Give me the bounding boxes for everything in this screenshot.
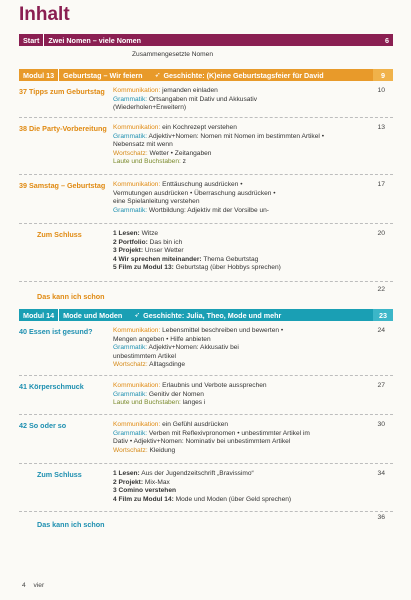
detail-text: Adjektiv+Nomen: Akkusativ bei bbox=[147, 344, 239, 352]
divider bbox=[19, 223, 393, 224]
kann-title: Das kann ich schon bbox=[37, 292, 105, 301]
schluss-item: 1 Lesen: Aus der Jugendzeitschrift „Bravissimo“ bbox=[113, 470, 254, 477]
detail-text: Erlaubnis und Verbote aussprechen bbox=[160, 382, 267, 389]
divider bbox=[19, 281, 393, 282]
detail-category: Kommunikation: bbox=[113, 327, 161, 334]
lesson-details bbox=[113, 124, 365, 167]
modul13-bar bbox=[19, 69, 393, 81]
start-bar bbox=[19, 34, 393, 46]
detail-text: Lebensmittel beschreiben und bewerten • bbox=[160, 327, 284, 334]
schluss-page: 34 bbox=[377, 470, 385, 477]
footer-word: vier bbox=[33, 582, 45, 589]
lesson-page: 30 bbox=[377, 421, 385, 428]
schluss-item: 4 Wir sprechen miteinander: Thema Geburtstag bbox=[113, 255, 259, 263]
detail-category: Grammatik: bbox=[113, 95, 148, 103]
modul13-label: Modul 13 bbox=[23, 70, 55, 80]
detail-line bbox=[113, 158, 365, 167]
lesson-details bbox=[113, 382, 365, 408]
lesson-title: 40 Essen ist gesund? bbox=[19, 327, 93, 336]
detail-line bbox=[113, 353, 365, 362]
divider bbox=[19, 174, 393, 175]
detail-category: Grammatik: bbox=[113, 390, 148, 398]
detail-line bbox=[113, 133, 365, 142]
detail-text: Ortsangaben mit Dativ und Akkusativ bbox=[147, 95, 258, 103]
detail-line bbox=[113, 87, 365, 96]
lesson-page: 24 bbox=[377, 327, 385, 334]
detail-category: Kommunikation: bbox=[113, 124, 161, 131]
detail-line bbox=[113, 399, 365, 408]
lesson-title: 37 Tipps zum Geburtstag bbox=[19, 87, 105, 96]
detail-text: jemanden einladen bbox=[160, 87, 218, 94]
schluss-page: 20 bbox=[377, 230, 385, 237]
lesson-page: 13 bbox=[377, 124, 385, 131]
start-subtitle: Zusammengesetzte Nomen bbox=[132, 51, 213, 58]
detail-text: (Wiederholen+Erweitern) bbox=[113, 104, 187, 112]
detail-line bbox=[113, 382, 365, 391]
detail-line bbox=[113, 96, 365, 105]
modul13-page: 9 bbox=[373, 69, 393, 81]
modul13-section bbox=[19, 83, 393, 313]
detail-line bbox=[113, 104, 365, 113]
detail-text: ein Kochrezept verstehen bbox=[160, 124, 237, 131]
detail-line bbox=[113, 391, 365, 400]
detail-text: Kleidung bbox=[147, 446, 176, 454]
detail-text: Nebensatz mit wenn bbox=[113, 141, 173, 149]
detail-text: Verben mit Reflexivpronomen • unbestimmter Artikel im bbox=[147, 429, 310, 437]
detail-category: Grammatik: bbox=[113, 132, 148, 140]
detail-category: Kommunikation: bbox=[113, 421, 161, 428]
detail-line bbox=[113, 438, 365, 447]
detail-text: z bbox=[180, 158, 186, 166]
lesson-page: 10 bbox=[377, 87, 385, 94]
detail-text: eine Spielanleitung verstehen bbox=[113, 198, 200, 206]
start-page: 6 bbox=[385, 35, 389, 45]
modul14-story: Geschichte: Julia, Theo, Mode und mehr bbox=[143, 310, 282, 320]
kann-page: 36 bbox=[377, 514, 385, 521]
detail-line bbox=[113, 150, 365, 159]
detail-text: langes i bbox=[180, 399, 206, 407]
detail-text: Adjektiv+Nomen: Nomen mit Nomen im bestimmten Artikel • bbox=[147, 132, 324, 140]
detail-text: unbestimmtem Artikel bbox=[113, 352, 177, 360]
detail-category: Wortschatz: bbox=[113, 361, 148, 369]
schluss-item: 2 Portfolio: Das bin ich bbox=[113, 238, 183, 246]
detail-line bbox=[113, 344, 365, 353]
detail-line bbox=[113, 181, 365, 190]
lesson-title: 42 So oder so bbox=[19, 421, 67, 430]
divider bbox=[19, 511, 393, 512]
detail-text: Alltagsdinge bbox=[147, 361, 186, 369]
divider bbox=[19, 414, 393, 415]
kann-title: Das kann ich schon bbox=[37, 520, 105, 529]
lesson-title: 41 Körperschmuck bbox=[19, 382, 84, 391]
detail-category: Laute und Buchstaben: bbox=[113, 158, 181, 166]
detail-line bbox=[113, 207, 365, 216]
footer-number: 4 bbox=[22, 582, 26, 589]
detail-line bbox=[113, 198, 365, 207]
lesson-details bbox=[113, 87, 365, 113]
schluss-item: 3 Comino verstehen bbox=[113, 487, 177, 495]
detail-line bbox=[113, 430, 365, 439]
schluss-item: 4 Film zu Modul 14: Mode und Moden (über Geld sprechen) bbox=[113, 495, 292, 503]
detail-text: Vermutungen ausdrücken • Überraschung ausdrücken • bbox=[113, 189, 276, 197]
modul14-page: 23 bbox=[373, 309, 393, 321]
kann-page: 22 bbox=[377, 286, 385, 293]
detail-category: Kommunikation: bbox=[113, 181, 161, 188]
detail-line bbox=[113, 327, 365, 336]
divider bbox=[19, 463, 393, 464]
start-title: Zwei Nomen – viele Nomen bbox=[48, 35, 142, 45]
detail-line bbox=[113, 361, 365, 370]
lesson-details bbox=[113, 181, 365, 215]
detail-category: Laute und Buchstaben: bbox=[113, 399, 181, 407]
modul13-story: Geschichte: (K)eine Geburtstagsfeier für David bbox=[163, 70, 324, 80]
detail-line bbox=[113, 336, 365, 345]
schluss-title: Zum Schluss bbox=[37, 230, 82, 239]
detail-category: Grammatik: bbox=[113, 206, 148, 214]
detail-category: Wortschatz: bbox=[113, 446, 148, 454]
lesson-title: 39 Samstag – Geburtstag bbox=[19, 181, 106, 190]
detail-text: Enttäuschung ausdrücken • bbox=[160, 181, 243, 188]
detail-text: Wortbildung: Adjektiv mit der Vorsilbe un- bbox=[147, 206, 269, 214]
divider bbox=[19, 375, 393, 376]
schluss-item: 1 Lesen: Witze bbox=[113, 230, 159, 237]
lesson-page: 27 bbox=[377, 382, 385, 389]
detail-text: Mengen angeben • Hilfe anbieten bbox=[113, 335, 211, 343]
schluss-title: Zum Schluss bbox=[37, 470, 82, 479]
detail-text: Genitiv der Nomen bbox=[147, 390, 204, 398]
detail-category: Grammatik: bbox=[113, 344, 148, 352]
detail-category: Kommunikation: bbox=[113, 382, 161, 389]
schluss-items bbox=[113, 470, 365, 504]
schluss-item: 3 Projekt: Unser Wetter bbox=[113, 247, 184, 255]
page-footer bbox=[22, 582, 50, 589]
modul14-bar bbox=[19, 309, 393, 321]
detail-category: Grammatik: bbox=[113, 429, 148, 437]
detail-text: ein Gefühl ausdrücken bbox=[160, 421, 229, 428]
modul14-section bbox=[19, 323, 393, 553]
schluss-item: 5 Film zu Modul 13: Geburtstag (über Hobbys sprechen) bbox=[113, 264, 281, 272]
detail-line bbox=[113, 447, 365, 456]
lesson-page: 17 bbox=[377, 181, 385, 188]
schluss-item: 2 Projekt: Mix-Max bbox=[113, 478, 170, 486]
divider bbox=[19, 117, 393, 118]
detail-text: Dativ • Adjektiv+Nomen: Nominativ bei unbestimmtem Artikel bbox=[113, 438, 291, 446]
page-title: Inhalt bbox=[19, 4, 70, 25]
lesson-title: 38 Die Party-Vorbereitung bbox=[19, 124, 107, 133]
lesson-details bbox=[113, 327, 365, 370]
modul13-title: Geburtstag – Wir feiern bbox=[63, 70, 143, 80]
bird-icon: ➶ bbox=[154, 72, 161, 79]
modul14-label: Modul 14 bbox=[23, 310, 55, 320]
schluss-items bbox=[113, 230, 365, 273]
lesson-details bbox=[113, 421, 365, 455]
modul14-title: Mode und Moden bbox=[63, 310, 123, 320]
detail-line bbox=[113, 124, 365, 133]
detail-category: Kommunikation: bbox=[113, 87, 161, 94]
bird-icon: ➶ bbox=[134, 312, 141, 319]
detail-category: Wortschatz: bbox=[113, 149, 148, 157]
start-label: Start bbox=[23, 35, 40, 45]
detail-line bbox=[113, 141, 365, 150]
detail-text: Wetter • Zeitangaben bbox=[147, 149, 212, 157]
detail-line bbox=[113, 190, 365, 199]
detail-line bbox=[113, 421, 365, 430]
